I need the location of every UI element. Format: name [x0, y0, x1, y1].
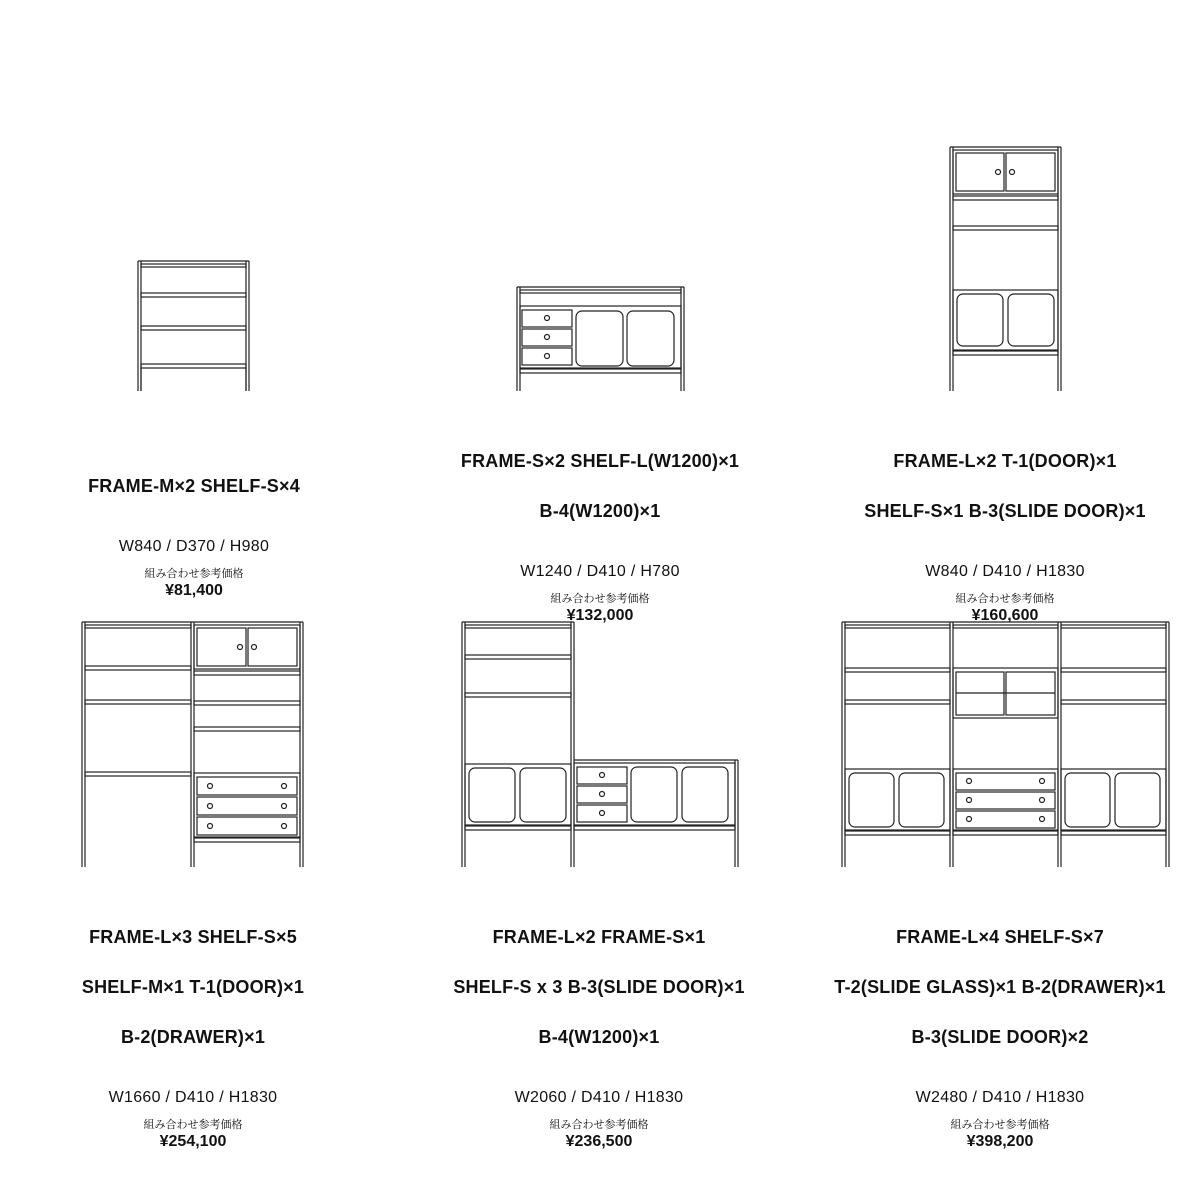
title-line: T-2(SLIDE GLASS)×1 B-2(DRAWER)×1 — [834, 977, 1166, 997]
title-line: B-3(SLIDE DOOR)×2 — [911, 1027, 1089, 1047]
title-line: SHELF-M×1 T-1(DOOR)×1 — [81, 977, 305, 997]
price-label: 組み合わせ参考価格 — [950, 1119, 1050, 1131]
title-line: SHELF-S×1 B-3(SLIDE DOOR)×1 — [864, 501, 1146, 521]
product-dimensions: W1660 / D410 / H1830 — [108, 1089, 278, 1106]
title-line: FRAME-L×3 SHELF-S×5 — [89, 927, 297, 947]
title-line: FRAME-L×2 FRAME-S×1 — [492, 927, 706, 947]
product-5-drawing — [462, 622, 738, 867]
product-dimensions: W2060 / D410 / H1830 — [514, 1089, 684, 1106]
product-6-info — [800, 900, 1200, 1151]
product-4-info — [0, 900, 393, 1151]
product-3-info — [805, 424, 1200, 625]
price-label: 組み合わせ参考価格 — [144, 568, 244, 580]
product-dimensions: W840 / D370 / H980 — [118, 538, 270, 555]
product-price: ¥160,600 — [971, 607, 1039, 624]
title-line: FRAME-L×4 SHELF-S×7 — [896, 927, 1104, 947]
price-label: 組み合わせ参考価格 — [143, 1119, 243, 1131]
product-price: ¥254,100 — [159, 1133, 227, 1150]
product-3-drawing — [950, 147, 1061, 391]
product-dimensions: W2480 / D410 / H1830 — [915, 1089, 1085, 1106]
title-line: SHELF-S x 3 B-3(SLIDE DOOR)×1 — [453, 977, 745, 997]
product-dimensions: W1240 / D410 / H780 — [520, 563, 680, 580]
product-title — [0, 900, 393, 1075]
product-price: ¥81,400 — [165, 582, 223, 599]
title-line: B-4(W1200)×1 — [539, 501, 661, 521]
product-1-info — [0, 449, 394, 600]
product-title — [0, 449, 394, 524]
product-title — [400, 424, 800, 549]
title-line: FRAME-L×2 T-1(DOOR)×1 — [893, 451, 1117, 471]
product-price: ¥132,000 — [566, 607, 634, 624]
product-title — [800, 900, 1200, 1075]
product-price: ¥398,200 — [966, 1133, 1034, 1150]
price-label: 組み合わせ参考価格 — [955, 593, 1055, 605]
product-6-drawing — [842, 622, 1169, 867]
product-price: ¥236,500 — [565, 1133, 633, 1150]
product-2-info — [400, 424, 800, 625]
product-title — [805, 424, 1200, 549]
product-1-drawing — [138, 261, 249, 391]
title-line: FRAME-S×2 SHELF-L(W1200)×1 — [460, 451, 740, 471]
product-dimensions: W840 / D410 / H1830 — [925, 563, 1085, 580]
product-5-info — [399, 900, 799, 1151]
product-4-drawing — [82, 622, 303, 867]
title-line: B-4(W1200)×1 — [538, 1027, 660, 1047]
title-line: B-2(DRAWER)×1 — [120, 1027, 266, 1047]
product-2-drawing — [517, 287, 684, 391]
product-title — [399, 900, 799, 1075]
price-label: 組み合わせ参考価格 — [549, 1119, 649, 1131]
title-line: FRAME-M×2 SHELF-S×4 — [88, 476, 300, 496]
price-label: 組み合わせ参考価格 — [550, 593, 650, 605]
